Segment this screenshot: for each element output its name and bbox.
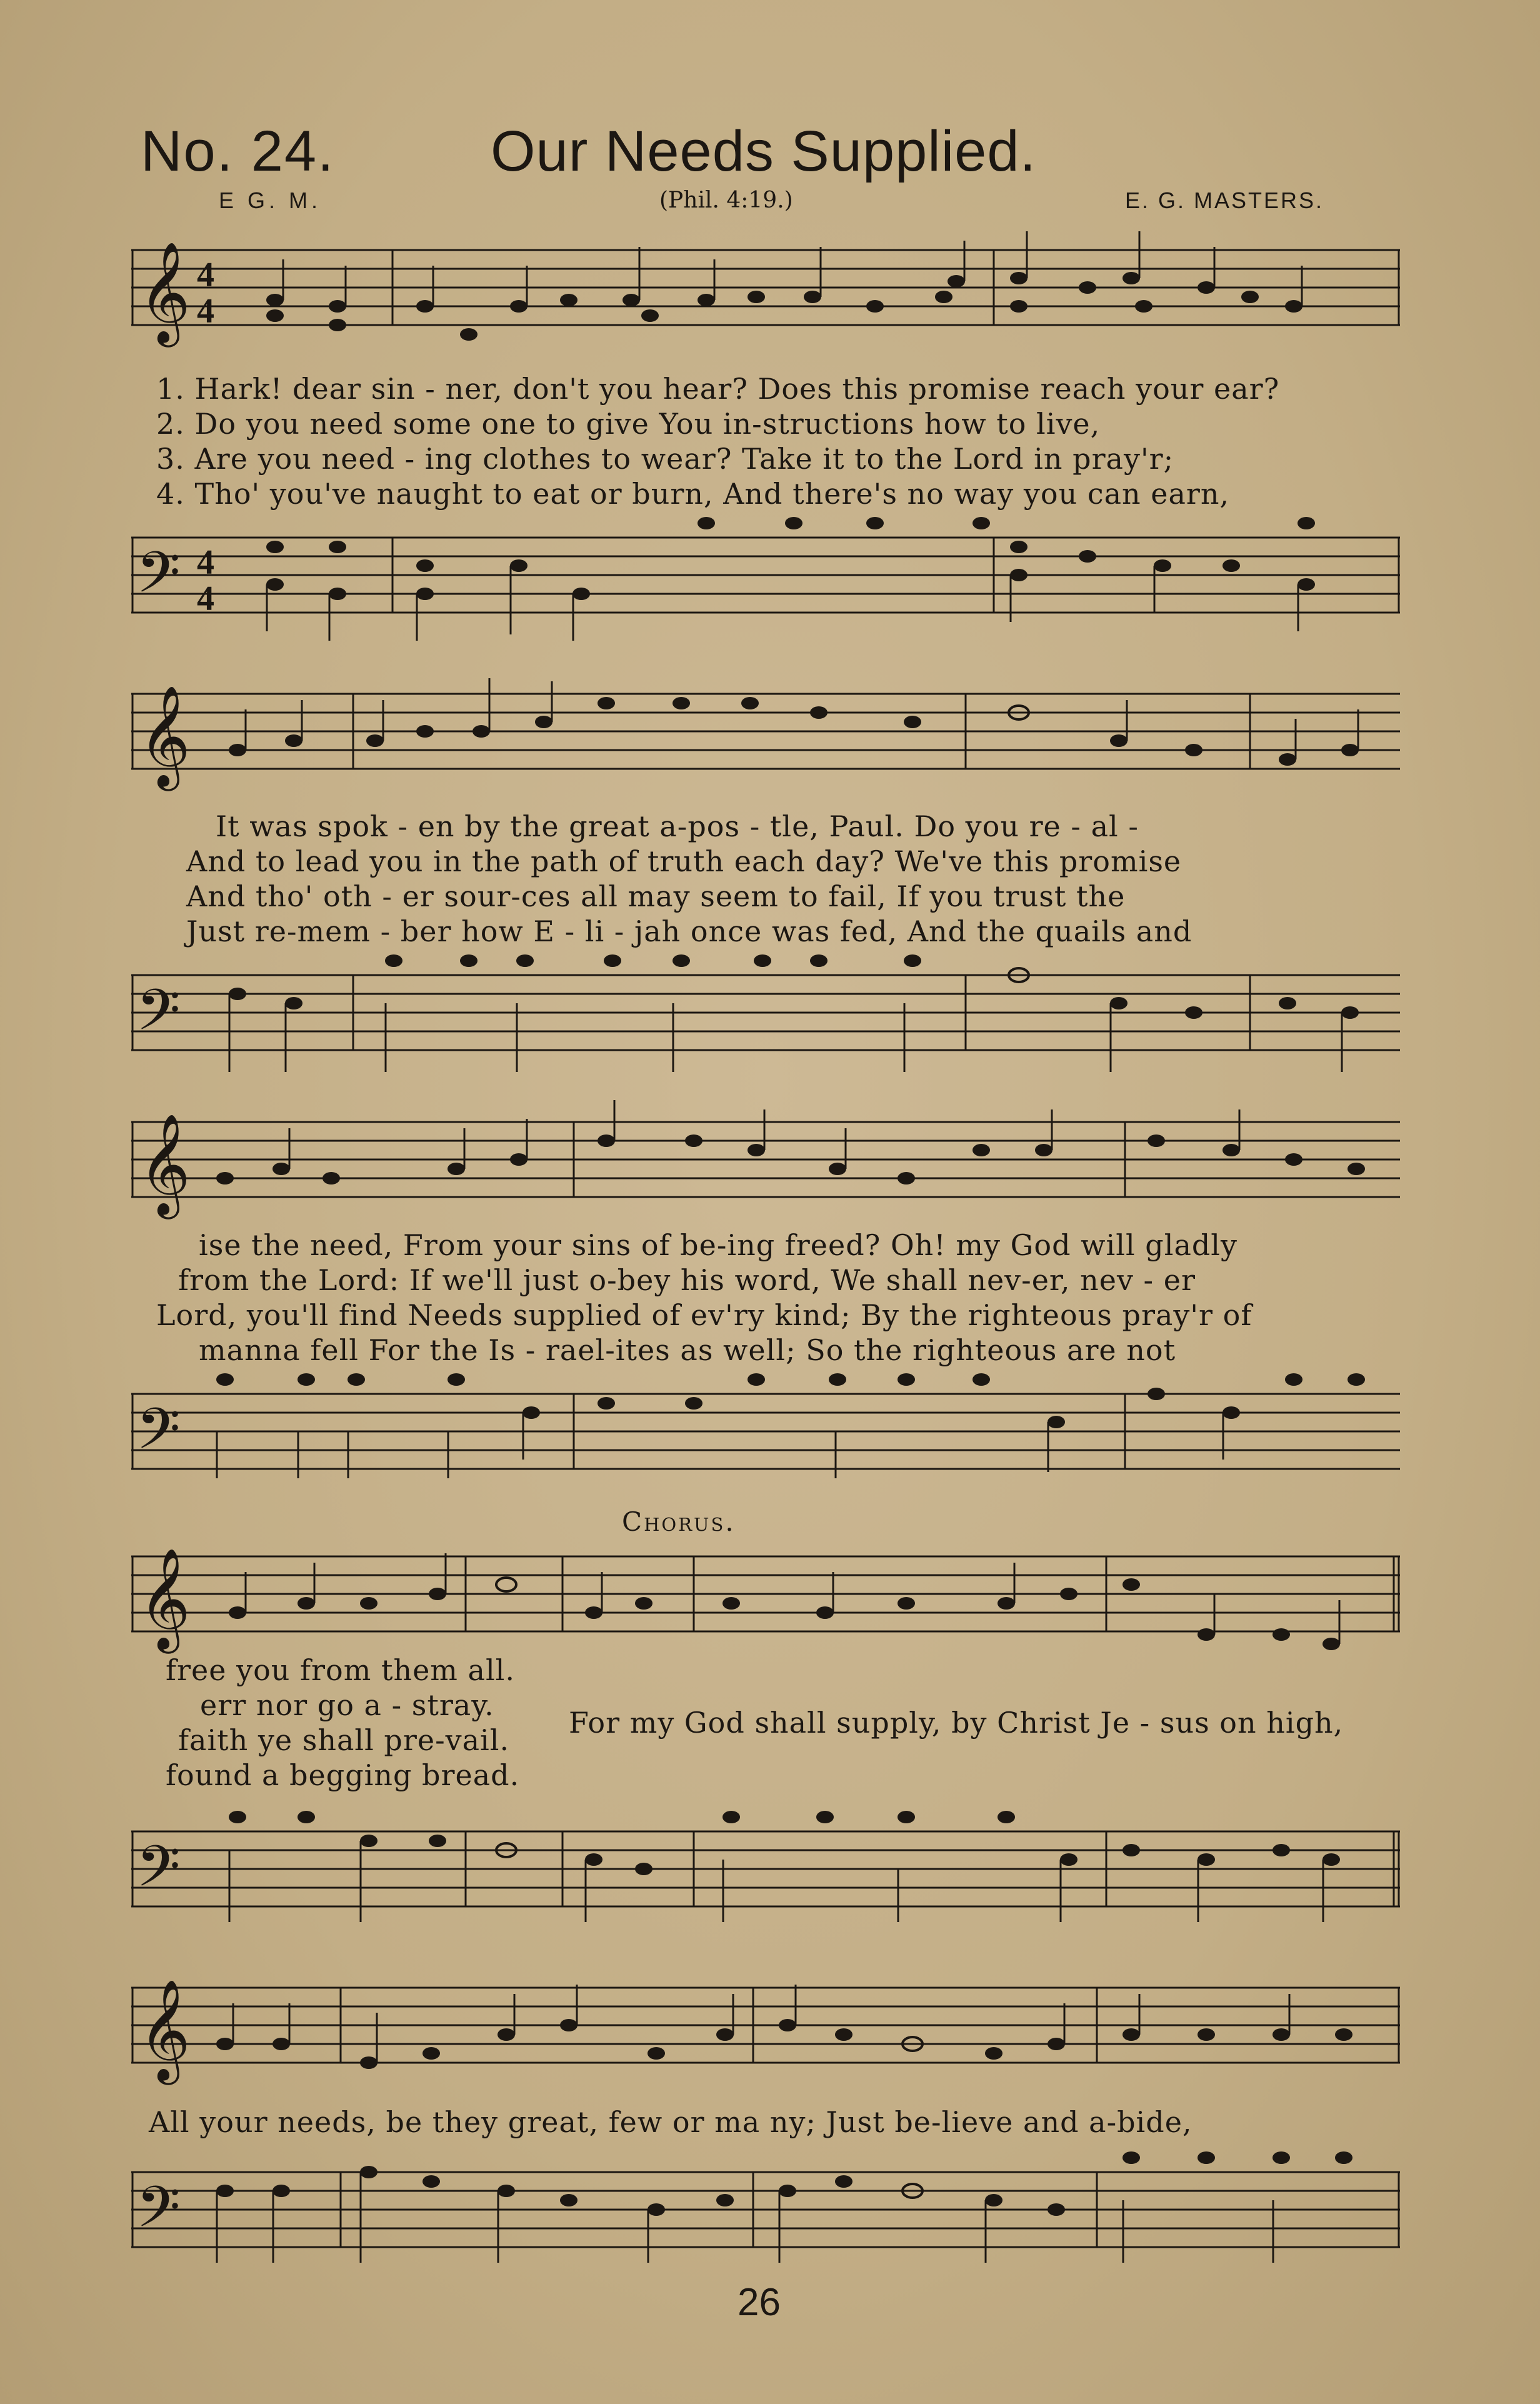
scripture-reference: (Phil. 4:19.) — [659, 188, 793, 213]
bass-staff-1-graphic — [131, 509, 1406, 653]
hymn-title: Our Needs Supplied. — [491, 119, 1037, 183]
chorus-lyric-line: For my God shall supply, by Christ Je - sus on high, — [569, 1706, 1344, 1740]
treble-staff-1 — [131, 231, 1406, 375]
svg-text:4: 4 — [197, 292, 214, 331]
lyric-line: 2. Do you need some one to give You in-structions how to live, — [156, 407, 1101, 441]
page-number: 26 — [738, 2281, 781, 2324]
svg-text:𝄞: 𝄞 — [139, 685, 191, 787]
svg-text:𝄞: 𝄞 — [139, 1979, 191, 2081]
bass-staff-3 — [131, 1366, 1406, 1503]
svg-text:𝄞: 𝄞 — [139, 1113, 191, 1215]
music-credit: E. G. MASTERS. — [1125, 188, 1324, 213]
bass-staff-2-graphic — [131, 947, 1406, 1091]
treble-staff-3 — [131, 1097, 1406, 1241]
lyric-line: from the Lord: If we'll just o-bey his word, We shall nev-er, nev - er — [178, 1263, 1196, 1297]
bass-staff-1 — [131, 509, 1406, 653]
treble-staff-4 — [131, 1531, 1406, 1666]
svg-text:𝄢: 𝄢 — [136, 977, 181, 1057]
svg-text:4: 4 — [197, 543, 214, 582]
lyric-line: faith ye shall pre-vail. — [178, 1723, 510, 1757]
bass-staff-5-graphic — [131, 2144, 1406, 2275]
svg-text:𝄢: 𝄢 — [136, 2174, 181, 2254]
bass-staff-3-graphic — [131, 1366, 1406, 1503]
words-credit: E G. M. — [219, 188, 322, 213]
lyric-line: err nor go a - stray. — [200, 1688, 494, 1722]
lyric-line: And to lead you in the path of truth each day? We've this promise — [186, 844, 1182, 878]
treble-staff-4-graphic — [131, 1531, 1406, 1666]
svg-text:𝄞: 𝄞 — [139, 1548, 191, 1650]
svg-text:𝄢: 𝄢 — [136, 1396, 181, 1476]
lyric-line: And tho' oth - er sour-ces all may seem to fail, If you trust the — [186, 879, 1126, 913]
credits-row — [0, 188, 1540, 225]
svg-text:4: 4 — [197, 579, 214, 618]
treble-staff-5 — [131, 1963, 1406, 2106]
svg-text:𝄢: 𝄢 — [136, 1833, 181, 1913]
lyric-line: 4. Tho' you've naught to eat or burn, And there's no way you can earn, — [156, 477, 1230, 511]
lyric-line: free you from them all. — [166, 1653, 516, 1687]
lyric-line: ise the need, From your sins of be-ing freed? Oh! my God will gladly — [199, 1228, 1238, 1262]
chorus-lyric-line: All your needs, be they great, few or ma ny; Just be-lieve and a-bide, — [149, 2105, 1192, 2139]
lyric-line: 3. Are you need - ing clothes to wear? Take it to the Lord in pray'r; — [156, 442, 1174, 476]
hymn-number: No. 24. — [141, 119, 335, 183]
svg-text:4: 4 — [197, 256, 214, 294]
lyric-line: found a begging bread. — [166, 1758, 520, 1792]
lyric-line: Just re-mem - ber how E - li - jah once was fed, And the quails and — [186, 914, 1192, 948]
svg-text:𝄞: 𝄞 — [139, 241, 191, 343]
lyric-line: Lord, you'll find Needs supplied of ev'ry kind; By the righteous pray'r of — [156, 1298, 1252, 1332]
treble-staff-2 — [131, 669, 1406, 813]
lyric-line: manna fell For the Is - rael-ites as well; So the righteous are not — [199, 1333, 1176, 1367]
bass-staff-2 — [131, 947, 1406, 1091]
treble-staff-3-graphic — [131, 1097, 1406, 1241]
lyric-line: It was spok - en by the great a-pos - tle, Paul. Do you re - al - — [216, 809, 1139, 843]
svg-text:𝄢: 𝄢 — [136, 539, 181, 619]
treble-staff-1-graphic — [131, 231, 1406, 375]
bass-staff-4-graphic — [131, 1803, 1406, 1938]
lyric-line: 1. Hark! dear sin - ner, don't you hear? Does this promise reach your ear? — [156, 372, 1280, 406]
bass-staff-5 — [131, 2144, 1406, 2275]
treble-staff-5-graphic — [131, 1963, 1406, 2106]
bass-staff-4 — [131, 1803, 1406, 1938]
treble-staff-2-graphic — [131, 669, 1406, 813]
chorus-label: Chorus. — [622, 1506, 736, 1537]
